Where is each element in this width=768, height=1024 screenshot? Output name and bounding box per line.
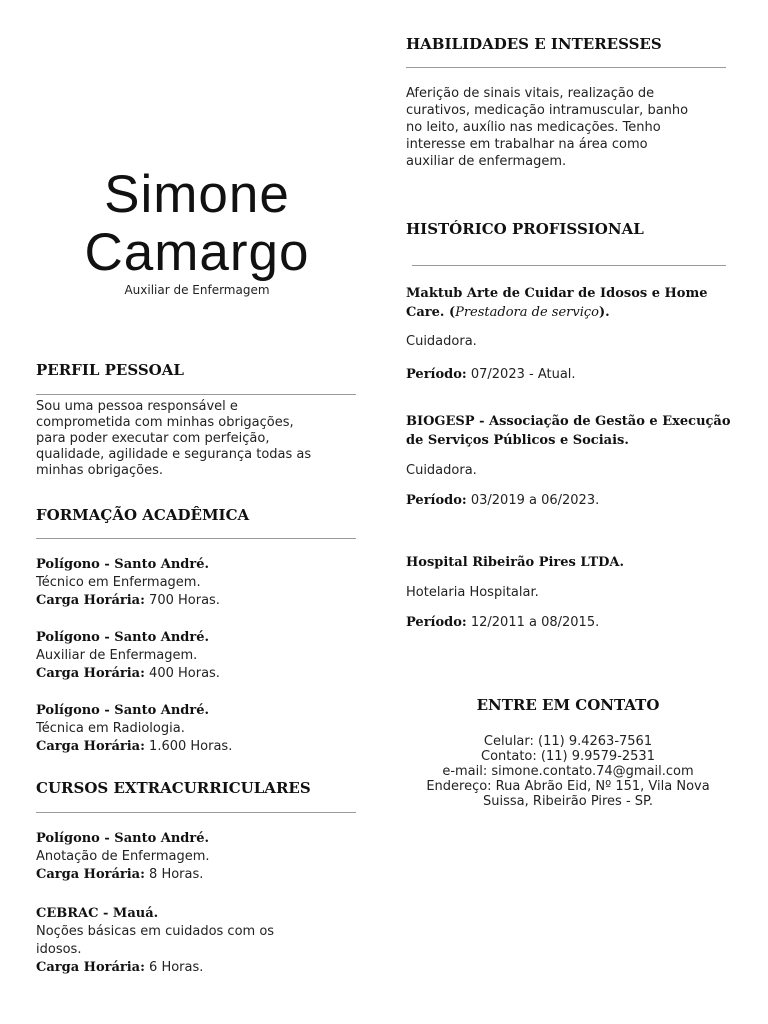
job-company-line: Maktub Arte de Cuidar de Idosos e Home (406, 286, 708, 301)
perfil-divider (36, 394, 356, 395)
perfil-line: comprometida com minhas obrigações, (36, 415, 294, 430)
formacao-item (36, 629, 220, 683)
perfil-line: minhas obrigações. (36, 463, 164, 478)
historico-divider (412, 265, 726, 266)
formacao-heading: FORMAÇÃO ACADÊMICA (36, 506, 250, 524)
hours-value: 1.600 Horas. (149, 739, 233, 754)
candidate-first-name: Simone (104, 165, 290, 224)
formacao-institution: Polígono - Santo André. (36, 630, 210, 645)
curso-item (36, 905, 274, 977)
job-company-tail: ). (598, 305, 610, 320)
formacao-institution: Polígono - Santo André. (36, 557, 210, 572)
job-company-line: Care. ( (406, 305, 456, 320)
contato-heading: ENTRE EM CONTATO (476, 696, 660, 714)
perfil-line: para poder executar com perfeição, (36, 431, 270, 446)
job-company (406, 553, 736, 572)
period-value: 12/2011 a 08/2015. (470, 615, 600, 630)
candidate-last-name: Camargo (84, 223, 310, 282)
job-role: Cuidadora. (406, 463, 477, 478)
job-company-line: Hospital Ribeirão Pires LTDA. (406, 555, 625, 570)
contato-address: Suissa, Ribeirão Pires - SP. (483, 794, 653, 809)
formacao-institution: Polígono - Santo André. (36, 703, 210, 718)
job-period (406, 615, 599, 630)
formacao-item (36, 556, 220, 610)
hours-label: Carga Horária: (36, 593, 145, 608)
formacao-course: Auxiliar de Enfermagem. (36, 648, 198, 663)
perfil-text (36, 399, 366, 479)
habilidades-text (406, 85, 736, 170)
job-company-note: Prestadora de serviço (455, 305, 599, 320)
curso-item (36, 830, 210, 884)
period-value: 03/2019 a 06/2023. (470, 493, 600, 508)
perfil-line: Sou uma pessoa responsável e (36, 399, 238, 414)
job-company (406, 412, 746, 450)
job-company (406, 284, 736, 322)
curso-course: idosos. (36, 942, 82, 957)
contato-address: Endereço: Rua Abrão Eid, Nº 151, Vila Nova (426, 779, 710, 794)
formacao-course: Técnica em Radiologia. (36, 721, 185, 736)
contato-phone-alt: Contato: (11) 9.9579-2531 (481, 749, 655, 764)
historico-heading: HISTÓRICO PROFISSIONAL (406, 220, 644, 238)
formacao-divider (36, 538, 356, 539)
habilidades-line: curativos, medicação intramuscular, banho (406, 103, 689, 118)
period-value: 07/2023 - Atual. (470, 367, 576, 382)
habilidades-line: no leito, auxílio nas medicações. Tenho (406, 120, 661, 135)
job-period (406, 367, 576, 382)
contato-block (406, 734, 730, 809)
job-role: Hotelaria Hospitalar. (406, 585, 539, 600)
curso-institution: Polígono - Santo André. (36, 831, 210, 846)
hours-label: Carga Horária: (36, 867, 145, 882)
habilidades-line: Aferição de sinais vitais, realização de (406, 86, 655, 101)
job-period (406, 493, 599, 508)
period-label: Período: (406, 615, 467, 630)
contato-phone: Celular: (11) 9.4263-7561 (483, 734, 653, 749)
hours-value: 400 Horas. (149, 666, 220, 681)
habilidades-divider (406, 67, 726, 68)
formacao-course: Técnico em Enfermagem. (36, 575, 201, 590)
habilidades-line: auxiliar de enfermagem. (406, 154, 567, 169)
cursos-heading: CURSOS EXTRACURRICULARES (36, 779, 311, 797)
hours-label: Carga Horária: (36, 960, 145, 975)
habilidades-heading: HABILIDADES E INTERESSES (406, 35, 662, 53)
curso-course: Anotação de Enfermagem. (36, 849, 210, 864)
hours-label: Carga Horária: (36, 739, 145, 754)
contato-email: e-mail: simone.contato.74@gmail.com (442, 764, 694, 779)
candidate-name (36, 166, 358, 282)
hours-label: Carga Horária: (36, 666, 145, 681)
perfil-line: qualidade, agilidade e segurança todas as (36, 447, 312, 462)
curso-institution: CEBRAC - Mauá. (36, 906, 159, 921)
hours-value: 700 Horas. (149, 593, 220, 608)
job-company-line: BIOGESP - Associação de Gestão e Execução (406, 414, 731, 429)
curso-course: Noções básicas em cuidados com os (36, 924, 275, 939)
job-role: Cuidadora. (406, 334, 477, 349)
formacao-item (36, 702, 232, 756)
job-company-line: de Serviços Públicos e Sociais. (406, 433, 629, 448)
period-label: Período: (406, 493, 467, 508)
period-label: Período: (406, 367, 467, 382)
hours-value: 6 Horas. (149, 960, 204, 975)
candidate-role: Auxiliar de Enfermagem (124, 283, 270, 297)
habilidades-line: interesse em trabalhar na área como (406, 137, 648, 152)
perfil-heading: PERFIL PESSOAL (36, 361, 184, 379)
hours-value: 8 Horas. (149, 867, 204, 882)
cursos-divider (36, 812, 356, 813)
